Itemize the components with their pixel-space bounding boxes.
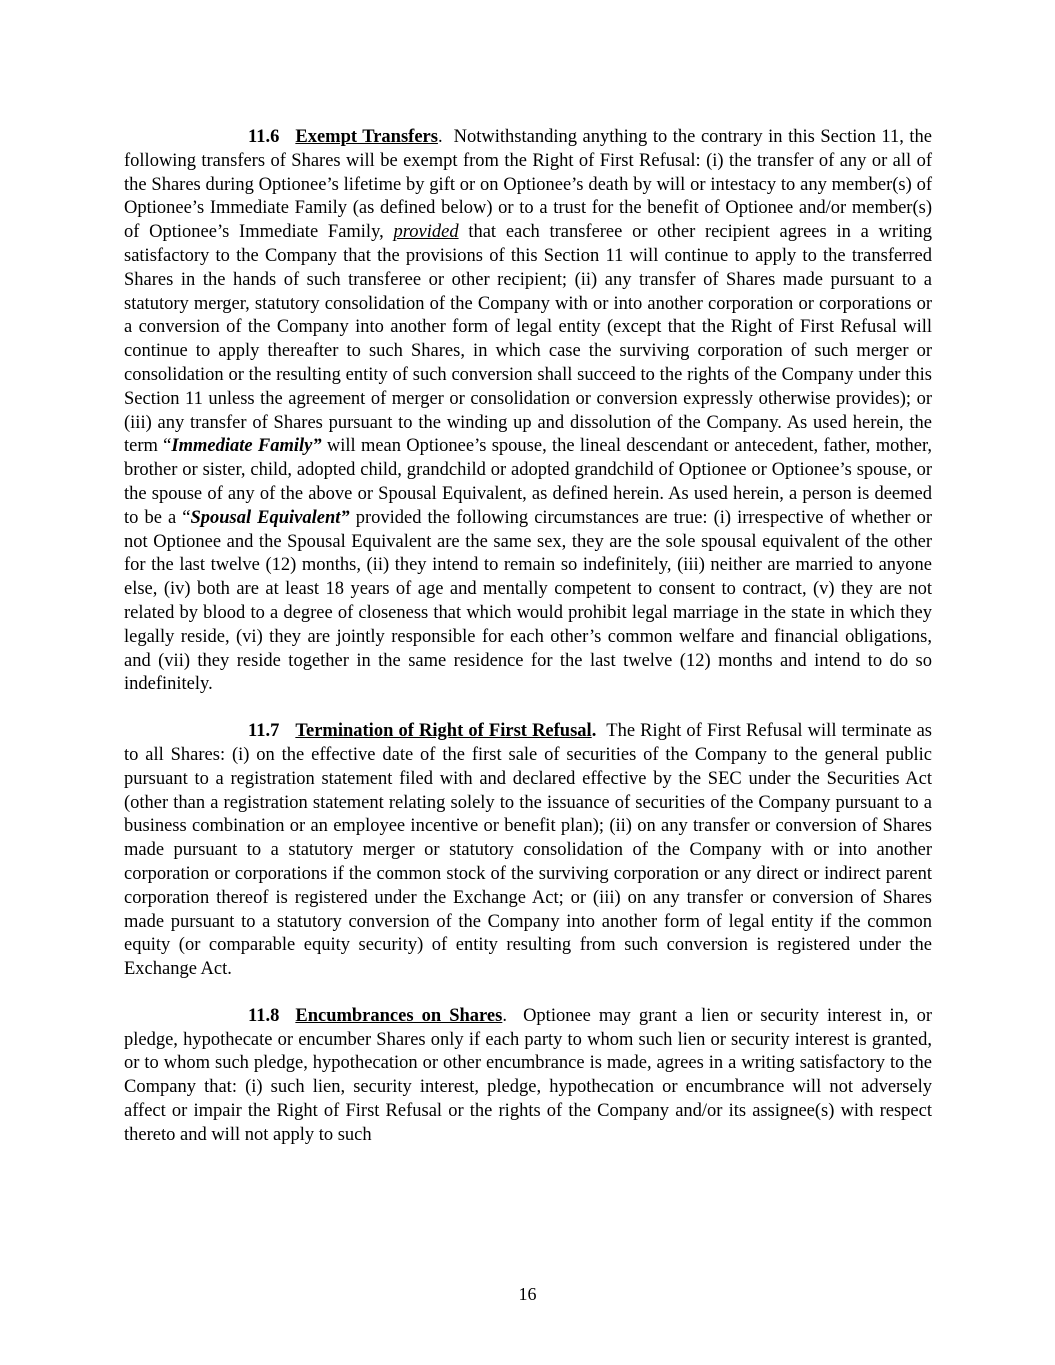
section-number: 11.6: [248, 127, 280, 147]
defined-term-spousal-equivalent: Spousal Equivalent”: [190, 507, 350, 528]
section-text: The Right of First Refusal will terminate as to all Shares: (i) on the effective date of the first sale of securities of the Company to the general public pursuant to a registration statement filed with and declared effective by the SEC under the Securities Act (other than a registration statement relating solely to the issuance of securities of the Company pursuant to a business combination or an employee incentive or benefit plan); (ii) on any transfer or conversion of Shares made pursuant to a statutory merger or statutory consolidation of the Company with or into another corporation or corporations if the common stock of the surviving corporation or any direct or indirect parent corporation thereof is registered under the Exchange Act; or (iii) on any transfer or conversion of Shares made pursuant to a statutory conversion of the Company into another form of legal entity if the common equity (or comparable equity security) of entity resulting from such conversion is registered under the Exchange Act.: [124, 721, 933, 980]
heading-suffix: .: [437, 127, 443, 147]
section-text: Optionee may grant a lien or security interest in, or pledge, hypothecate or encumber Shares only if each party to whom such lien or security interest is granted, or to whom such pledge, hypothecation or other encumbrance is made, agrees in a writing satisfactory to the Company that: (i) such lien, security interest, pledge, hypothecation or encumbrance will not adversely affect or impair the Right of First Refusal or the rights of the Company and/or its assignee(s) with respect thereto and will not apply to such: [124, 1005, 933, 1145]
section-number: 11.8: [248, 1005, 280, 1026]
section-text: Notwithstanding anything to the contrary in this Section 11, the following transfers of Shares will be exempt from the Right of First Refusal: (i) the transfer of any or all of the Shares during Optionee’s lifetime by gift or on Optionee’s death by will or intestacy to any member(s) of Optionee’s Immediate Family (as defined below) or to a trust for the benefit of Optionee and/or member(s) of Optionee’s Immediate Family,: [124, 127, 932, 243]
section-number: 11.7: [248, 721, 280, 742]
section-11-6: [124, 126, 932, 697]
section-heading: Exempt Transfers: [295, 127, 438, 147]
heading-suffix: .: [591, 721, 597, 742]
document-page: [124, 126, 932, 1171]
section-text: will mean Optionee’s spouse, the lineal descendant or antecedent, father, mother, brother or sister, child, adopted child, grandchild or adopted grandchild of Optionee or Optionee’s spouse, or the spouse of any of the above or Spousal Equivalent, as defined herein. As used herein, a person is deemed to be a “: [124, 436, 932, 528]
provided-term: provided: [393, 222, 459, 243]
heading-suffix: .: [502, 1005, 507, 1026]
section-heading: Termination of Right of First Refusal: [295, 721, 592, 742]
defined-term-immediate-family: Immediate Family”: [171, 436, 322, 457]
section-text: that each transferee or other recipient agrees in a writing satisfactory to the Company that the provisions of this Section 11 will continue to apply to the transferred Shares in the hands of such transferee or other recipient; (ii) any transfer of Shares made pursuant to a statutory merger, statutory consolidation of the Company with or into another corporation or corporations or a conversion of the Company into another form of legal entity (except that the Right of First Refusal will continue to apply thereafter to such Shares, in which case the surviving corporation of such merger or consolidation or the resulting entity of such conversion shall succeed to the rights of the Company under this Section 11 unless the agreement of merger or consolidation or conversion expressly otherwise provides); or (iii) any transfer of Shares pursuant to the winding up and dissolution of the Company. As used herein, the term “: [124, 222, 932, 457]
section-heading: Encumbrances on Shares: [295, 1005, 503, 1026]
section-text: provided the following circumstances are true: (i) irrespective of whether or not Optionee and the Spousal Equivalent are the same sex, they are the sole spousal equivalent of the other for the last twelve (12) months, (ii) they intend to remain so indefinitely, (iii) neither are married to anyone else, (iv) both are at least 18 years of age and mentally competent to consent to contract, (v) they are not related by blood to a degree of closeness that which would prohibit legal marriage in the state in which they legally reside, (vi) they are jointly responsible for each other’s common welfare and financial obligations, and (vii) they reside together in the same residence for the last twelve (12) months and intend to do so indefinitely.: [124, 507, 932, 695]
section-11-7: [124, 720, 932, 982]
page-number: 16: [518, 1284, 537, 1304]
section-11-8: [124, 1005, 932, 1148]
